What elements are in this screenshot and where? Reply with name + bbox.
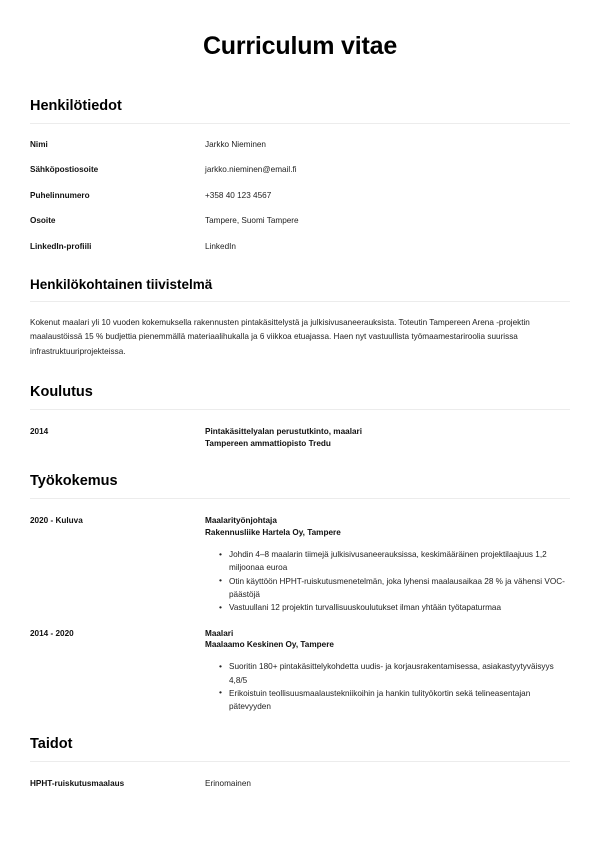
detail-value-linkedin[interactable]: LinkedIn	[205, 241, 236, 251]
section-heading-personal-details: Henkilötiedot	[30, 98, 122, 114]
detail-row-email	[30, 164, 570, 175]
experience-entry	[30, 628, 570, 714]
detail-value: Jarkko Nieminen	[205, 139, 266, 149]
section-heading-personal-summary: Henkilökohtainen tiivistelmä	[30, 277, 213, 293]
entry-body	[205, 426, 570, 450]
detail-label: Nimi	[30, 139, 48, 149]
education-entry	[30, 426, 570, 450]
detail-label: Osoite	[30, 216, 56, 226]
detail-value: jarkko.nieminen@email.fi	[205, 165, 297, 175]
section-divider	[30, 409, 570, 410]
entry-date: 2020 - Kuluva	[30, 516, 83, 526]
skills-list	[30, 778, 570, 789]
skill-row	[30, 778, 570, 789]
entry-bullet: • Otin käyttöön HPHT-ruiskutusmenetelmän, joka lyhensi maalausaikaa 28 % ja vähensi VOC-päästöjä	[219, 575, 570, 602]
detail-label: LinkedIn-profiili	[30, 241, 92, 251]
entry-institution: Tampereen ammattiopisto Tredu	[205, 438, 331, 448]
section-work-experience	[30, 472, 570, 713]
section-heading-work-experience: Työkokemus	[30, 473, 118, 490]
detail-label: Puhelinnumero	[30, 190, 90, 200]
section-heading-education: Koulutus	[30, 383, 93, 400]
detail-row-linkedin	[30, 241, 570, 252]
skill-name: HPHT-ruiskutusmaalaus	[30, 779, 125, 789]
entry-bullet-list	[205, 548, 570, 614]
experience-entry	[30, 515, 570, 614]
entry-bullet: • Suoritin 180+ pintakäsittelykohdetta uudis- ja korjausrakentamisessa, asiakastyytyväisyys 4,8/5	[219, 660, 570, 687]
skill-level: Erinomainen	[205, 779, 251, 789]
section-divider	[30, 123, 570, 124]
personal-details-list	[30, 139, 570, 252]
entry-body	[205, 628, 570, 714]
entry-employer: Rakennusliike Hartela Oy, Tampere	[205, 528, 341, 538]
detail-row-phone	[30, 190, 570, 201]
section-divider	[30, 301, 570, 302]
detail-row-address	[30, 215, 570, 226]
section-personal-summary	[30, 276, 570, 359]
section-divider	[30, 498, 570, 499]
section-divider	[30, 761, 570, 762]
entry-employer: Maalaamo Keskinen Oy, Tampere	[205, 640, 334, 650]
section-personal-details	[30, 97, 570, 252]
entry-bullet: • Johdin 4–8 maalarin tiimejä julkisivusaneerauksissa, keskimääräinen projektilaajuus 1,2 miljoonaa euroa	[219, 548, 570, 575]
entry-body	[205, 515, 570, 614]
detail-value: Tampere, Suomi Tampere	[205, 216, 299, 226]
entry-job-title: Maalari	[205, 628, 234, 638]
section-heading-skills: Taidot	[30, 736, 73, 753]
page-title: Curriculum vitae	[202, 32, 398, 60]
entry-bullet: • Vastuullani 12 projektin turvallisuuskoulutukset ilman yhtään työtapaturmaa	[219, 601, 570, 614]
detail-value: +358 40 123 4567	[205, 190, 272, 200]
entry-job-title: Maalarityönjohtaja	[205, 516, 277, 526]
entry-bullet-list	[205, 660, 570, 713]
entry-date: 2014 - 2020	[30, 628, 74, 638]
entry-degree-title: Pintakäsittelyalan perustutkinto, maalari	[205, 426, 362, 436]
entry-bullet: • Erikoistuin teollisuusmaalaustekniikoihin ja hankin tulityökortin sekä telineasentajan pätevyyden	[219, 687, 570, 714]
detail-label: Sähköpostiosoite	[30, 165, 99, 175]
entry-date: 2014	[30, 426, 49, 436]
section-skills	[30, 735, 570, 789]
personal-summary-text: Kokenut maalari yli 10 vuoden kokemuksella rakennusten pintakäsittelystä ja julkisivusaneerauksista. Toteutin Tampereen Arena -projektin maalaustöissä 15 % budjettia pienemmällä materiaalihukalla ja 6 viikkoa etuajassa. Haen nyt vastuullista työmaamestariroolia suurissa infrastruktuuriprojekteissa.	[30, 317, 530, 356]
section-education	[30, 383, 570, 450]
detail-row-name	[30, 139, 570, 150]
